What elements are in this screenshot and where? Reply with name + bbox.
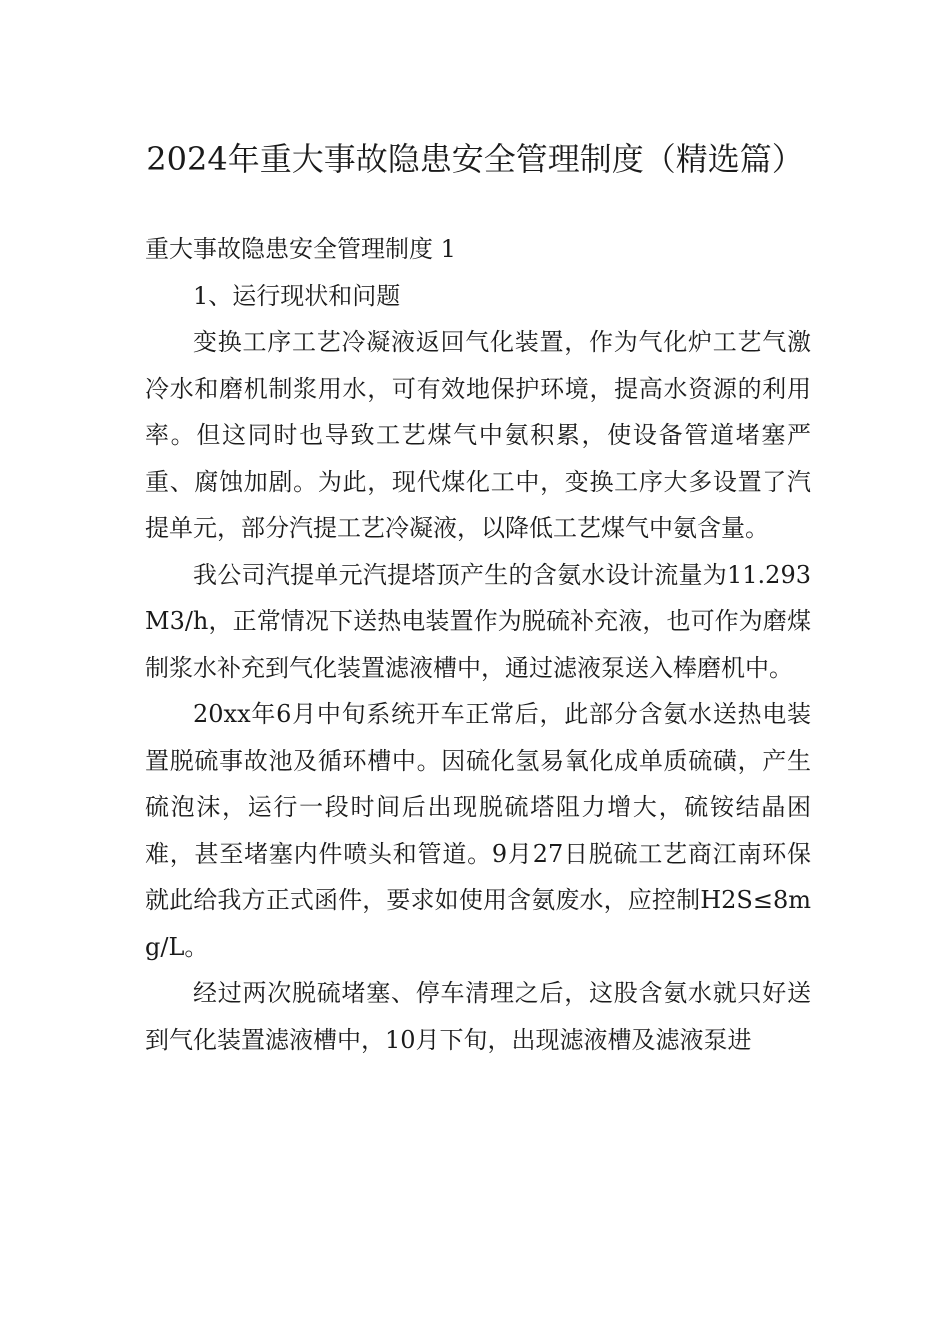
paragraph-3: 20xx年6月中旬系统开车正常后，此部分含氨水送热电装置脱硫事故池及循环槽中。因硫化氢易氧化成单质硫磺，产生硫泡沫，运行一段时间后出现脱硫塔阻力增大，硫铵结晶困难，甚至堵塞内件喷头和管道。9月27日脱硫工艺商江南环保就此给我方正式函件，要求如使用含氨废水，应控制H2S≤8mg/L。 xyxy=(145,700,811,961)
paragraph-4: 经过两次脱硫堵塞、停车清理之后，这股含氨水就只好送到气化装置滤液槽中，10月下旬，出现滤液槽及滤液泵进 xyxy=(145,979,811,1054)
paragraph-2: 我公司汽提单元汽提塔顶产生的含氨水设计流量为11.293M3/h，正常情况下送热电装置作为脱硫补充液，也可作为磨煤制浆水补充到气化装置滤液槽中，通过滤液泵送入棒磨机中。 xyxy=(145,560,811,682)
document-title: 2024年重大事故隐患安全管理制度（精选篇） xyxy=(146,140,804,178)
document-body xyxy=(145,226,811,1063)
paragraph-1: 变换工序工艺冷凝液返回气化装置，作为气化炉工艺气激冷水和磨机制浆用水，可有效地保护环境，提高水资源的利用率。但这同时也导致工艺煤气中氨积累，使设备管道堵塞严重、腐蚀加剧。为此，现代煤化工中，变换工序大多设置了汽提单元，部分汽提工艺冷凝液，以降低工艺煤气中氨含量。 xyxy=(145,328,811,542)
subheading: 1、运行现状和问题 xyxy=(193,281,401,310)
section-heading: 重大事故隐患安全管理制度 1 xyxy=(145,235,456,263)
